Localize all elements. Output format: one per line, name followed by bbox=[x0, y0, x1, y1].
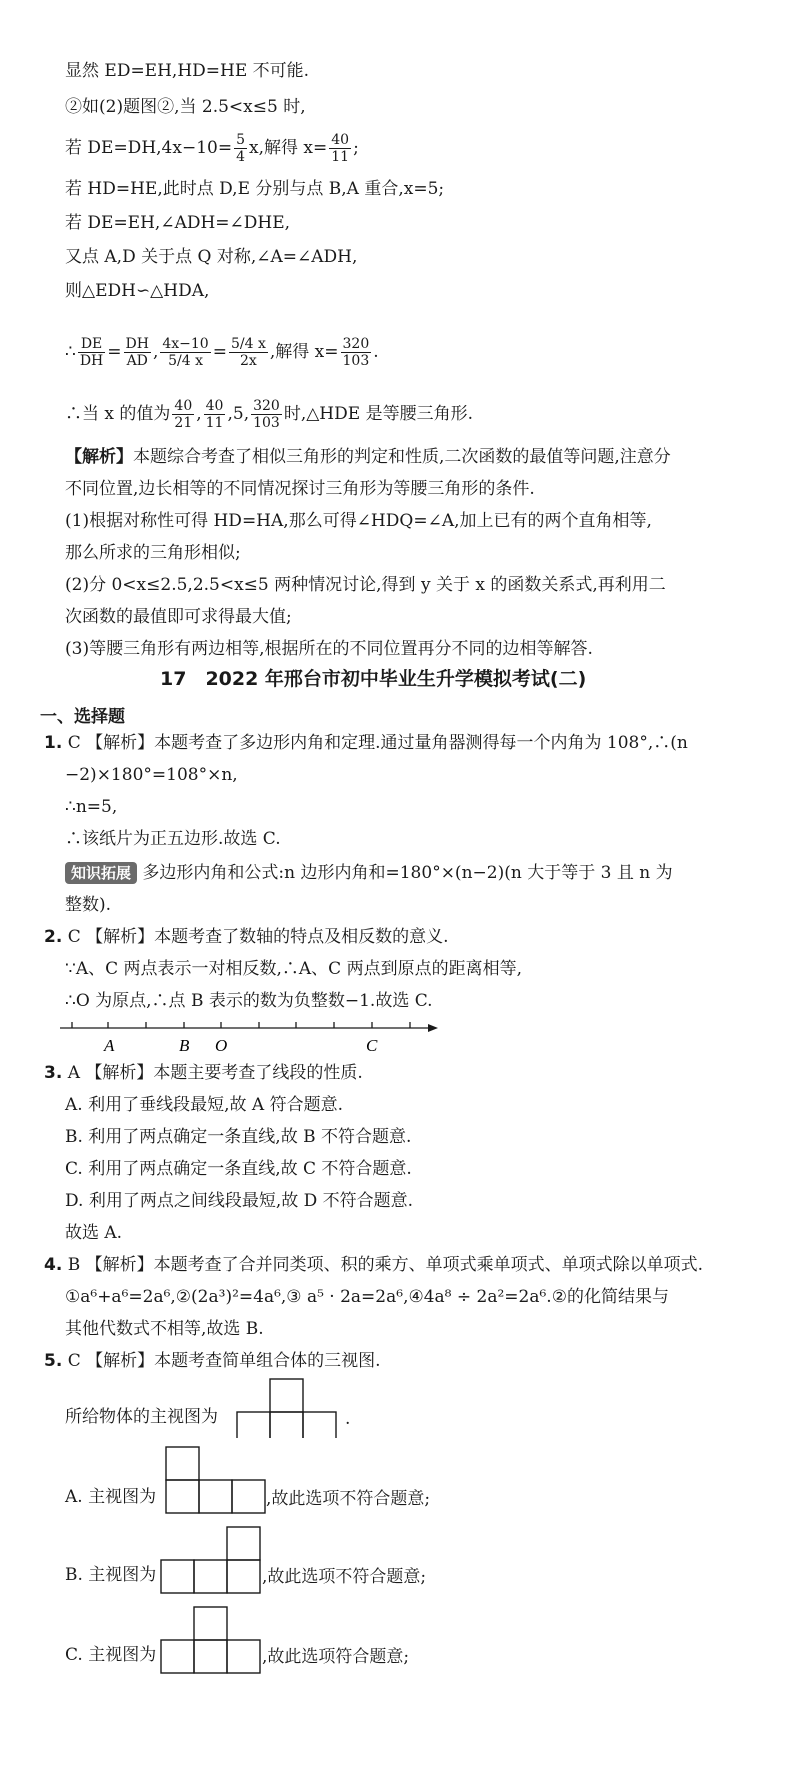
question-3: 3. A 【解析】本题主要考查了线段的性质. bbox=[44, 1063, 363, 1083]
fraction: $\frac{DE}{DH}$ bbox=[79, 336, 104, 369]
text: x,解得 x= bbox=[249, 138, 328, 158]
equation-line: ∴当 x 的值为 $\frac{40}{21}$ , $\frac{40}{11}$ ,5, $\frac{320}{103}$ 时,△HDE 是等腰三角形. bbox=[65, 398, 473, 431]
text-line: 其他代数式不相等,故选 B. bbox=[65, 1319, 264, 1339]
text-line: ∴O 为原点,∴点 B 表示的数为负整数−1.故选 C. bbox=[65, 991, 433, 1011]
label-O: O bbox=[215, 1036, 228, 1055]
text-line: 则△EDH∽△HDA, bbox=[65, 281, 210, 301]
exam-title: 17 2022 年邢台市初中毕业生升学模拟考试(二) bbox=[160, 668, 587, 690]
option-b-front-view bbox=[160, 1526, 270, 1598]
text-line: 不同位置,边长相等的不同情况探讨三角形为等腰三角形的条件. bbox=[65, 479, 535, 499]
text-line: 显然 ED=EH,HD=HE 不可能. bbox=[65, 61, 310, 81]
text-line: ①a⁶+a⁶=2a⁶,②(2a³)²=4a⁶,③ a⁵ · 2a=2a⁶,④4a⁸ ÷ 2a²=2a⁶.②的化简结果与 bbox=[65, 1287, 669, 1307]
number-line bbox=[60, 1018, 440, 1058]
analysis-paragraph: 【解析】本题综合考查了相似三角形的判定和性质,二次函数的最值等问题,注意分 bbox=[65, 447, 671, 467]
text: ; bbox=[353, 138, 359, 158]
text-line: 故选 A. bbox=[65, 1223, 123, 1243]
fraction: $\frac{40}{21}$ bbox=[174, 398, 193, 431]
text-line: (2)分 0<x≤2.5,2.5<x≤5 两种情况讨论,得到 y 关于 x 的函数关系式,再利用二 bbox=[65, 575, 666, 595]
text-line: 次函数的最值即可求得最大值; bbox=[65, 607, 292, 627]
knowledge-badge: 知识拓展 bbox=[65, 862, 137, 884]
text: ,故此选项符合题意; bbox=[262, 1647, 410, 1667]
label-B: B bbox=[179, 1036, 190, 1055]
text-line: 又点 A,D 关于点 Q 对称,∠A=∠ADH, bbox=[65, 247, 358, 267]
fraction: $\frac{5/4 x}{2x}$ bbox=[230, 336, 266, 369]
equation-line: ∴ $\frac{DE}{DH}$ = $\frac{DH}{AD}$ , $\frac{4x-10}{5/4 x}$ = $\frac{5/4 x}{2x}$ ,解得 x= $\frac{320}{103}$ . bbox=[65, 336, 379, 369]
text-line: D. 利用了两点之间线段最短,故 D 不符合题意. bbox=[65, 1191, 414, 1211]
text-line: 所给物体的主视图为 bbox=[65, 1407, 218, 1427]
option-a-front-view bbox=[165, 1446, 275, 1518]
text-line: B. 利用了两点确定一条直线,故 B 不符合题意. bbox=[65, 1127, 412, 1147]
text: ,故此选项不符合题意; bbox=[266, 1489, 431, 1509]
question-1: 1. C 【解析】本题考查了多边形内角和定理.通过量角器测得每一个内角为 108°,∴(n bbox=[44, 733, 688, 753]
fraction: $\frac{40}{11}$ bbox=[205, 398, 224, 431]
fraction: $\frac{5}{4}$ bbox=[236, 132, 245, 165]
fraction: $\frac{DH}{AD}$ bbox=[125, 336, 149, 369]
text: . bbox=[345, 1409, 351, 1429]
given-front-view bbox=[236, 1378, 346, 1438]
text-line: B. 主视图为 bbox=[65, 1565, 157, 1585]
text-line: (3)等腰三角形有两边相等,根据所在的不同位置再分不同的边相等解答. bbox=[65, 639, 593, 659]
section-heading: 一、选择题 bbox=[40, 707, 125, 727]
text-line: ②如(2)题图②,当 2.5<x≤5 时, bbox=[65, 97, 306, 117]
fraction: $\frac{40}{11}$ bbox=[331, 132, 350, 165]
equation-line bbox=[65, 132, 359, 165]
question-4: 4. B 【解析】本题考查了合并同类项、积的乘方、单项式乘单项式、单项式除以单项式. bbox=[44, 1255, 704, 1275]
text-line: 整数). bbox=[65, 895, 112, 915]
text-line: ∵A、C 两点表示一对相反数,∴A、C 两点到原点的距离相等, bbox=[65, 959, 522, 979]
text-line: 若 HD=HE,此时点 D,E 分别与点 B,A 重合,x=5; bbox=[65, 179, 445, 199]
text-line: ∴n=5, bbox=[65, 797, 118, 817]
text-line: −2)×180°=108°×n, bbox=[65, 765, 238, 785]
text-line: 那么所求的三角形相似; bbox=[65, 543, 241, 563]
question-5: 5. C 【解析】本题考查简单组合体的三视图. bbox=[44, 1351, 381, 1371]
text-line: C. 利用了两点确定一条直线,故 C 不符合题意. bbox=[65, 1159, 412, 1179]
text-line: ∴该纸片为正五边形.故选 C. bbox=[65, 829, 281, 849]
fraction: $\frac{320}{103}$ bbox=[253, 398, 280, 431]
text: ,故此选项不符合题意; bbox=[262, 1567, 427, 1587]
text: 若 DE=DH,4x−10= bbox=[65, 138, 233, 158]
question-2: 2. C 【解析】本题考查了数轴的特点及相反数的意义. bbox=[44, 927, 449, 947]
text-line: A. 利用了垂线段最短,故 A 符合题意. bbox=[65, 1095, 343, 1115]
knowledge-extension: 知识拓展 多边形内角和公式:n 边形内角和=180°×(n−2)(n 大于等于 3 且 n 为 bbox=[65, 862, 673, 884]
label-C: C bbox=[366, 1036, 378, 1055]
text-line: 若 DE=EH,∠ADH=∠DHE, bbox=[65, 213, 291, 233]
option-c-front-view bbox=[160, 1606, 270, 1678]
label-A: A bbox=[104, 1036, 115, 1055]
fraction: $\frac{4x-10}{5/4 x}$ bbox=[162, 336, 209, 369]
text-line: (1)根据对称性可得 HD=HA,那么可得∠HDQ=∠A,加上已有的两个直角相等, bbox=[65, 511, 652, 531]
text-line: A. 主视图为 bbox=[65, 1487, 157, 1507]
fraction: $\frac{320}{103}$ bbox=[342, 336, 370, 369]
analysis-label: 【解析】 bbox=[65, 447, 133, 467]
text-line: C. 主视图为 bbox=[65, 1645, 157, 1665]
